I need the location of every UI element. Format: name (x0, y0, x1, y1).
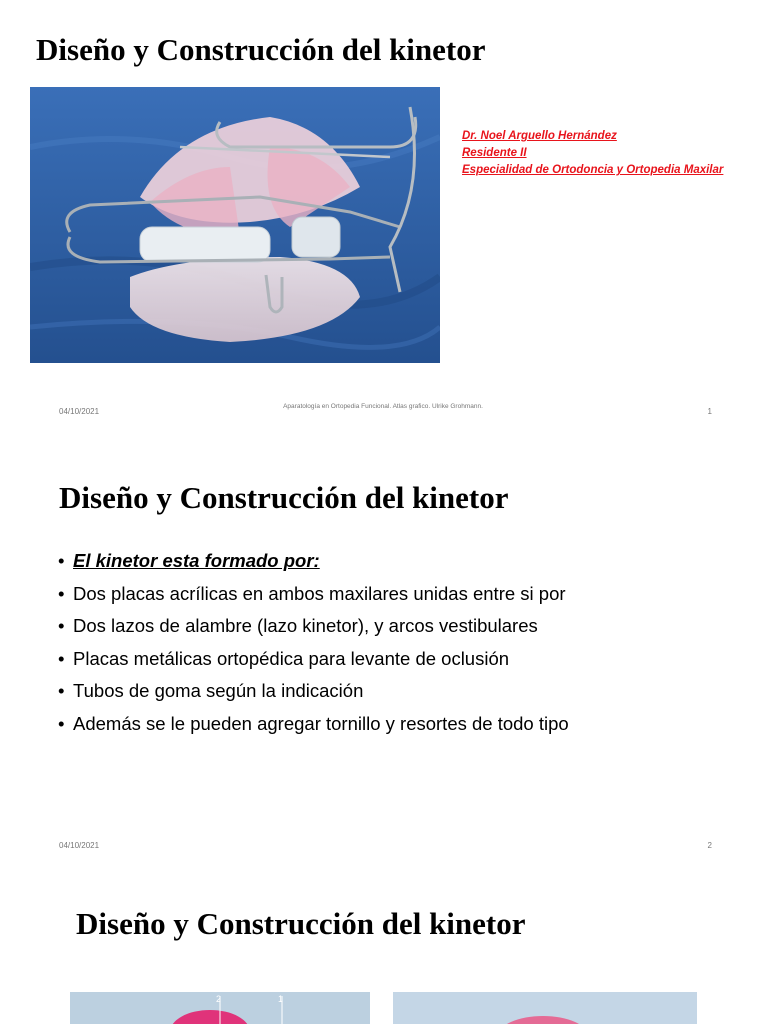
footer-date: 04/10/2021 (59, 841, 100, 850)
footer-page-number: 2 (707, 841, 712, 850)
kinetor-appliance-photo (30, 87, 440, 363)
thumb-label-1: 1 (278, 994, 284, 1004)
bullet-dot: • (58, 550, 65, 571)
footer-page-number: 1 (707, 407, 712, 416)
slide-3 (0, 870, 768, 1024)
bullet-dot: • (58, 615, 65, 636)
bullet-item: • Tubos de goma según la indicación (58, 680, 364, 701)
bullet-item: • Además se le pueden agregar tornillo y resortes de todo tipo (58, 712, 569, 734)
bullet-item: • Placas metálicas ortopédica para levante de oclusión (58, 647, 510, 669)
bullet-item: • El kinetor esta formado por: (58, 550, 320, 571)
slide-2 (0, 440, 768, 870)
bullet-dot: • (58, 582, 65, 604)
author-name: Dr. Noel Arguello Hernández (462, 130, 617, 142)
bullet-item: • Dos lazos de alambre (lazo kinetor), y arcos vestibulares (58, 615, 538, 636)
bullet-dot: • (58, 712, 65, 734)
author-block (462, 128, 762, 179)
bullet-dot: • (58, 680, 65, 701)
appliance-photo-right (393, 992, 697, 1024)
thumb-label-2: 2 (216, 994, 222, 1004)
slide-title: Diseño y Construcción del kinetor (59, 480, 509, 515)
slide-1 (0, 0, 768, 440)
appliance-photo-left (70, 992, 370, 1024)
bullet-list (58, 550, 569, 745)
author-specialty: Especialidad de Ortodoncia y Ortopedia Maxilar (462, 164, 724, 176)
slide-title: Diseño y Construcción del kinetor (36, 32, 486, 67)
footer-source: Aparatología en Ortopedia Funcional. Atlas grafico. Ulrike Grohmann. (283, 403, 483, 410)
slide-title: Diseño y Construcción del kinetor (76, 906, 526, 941)
bullet-item: • Dos placas acrílicas en ambos maxilares unidas entre si por (58, 582, 566, 604)
footer-date: 04/10/2021 (59, 407, 100, 416)
bullet-dot: • (58, 647, 65, 669)
author-role: Residente II (462, 147, 527, 159)
